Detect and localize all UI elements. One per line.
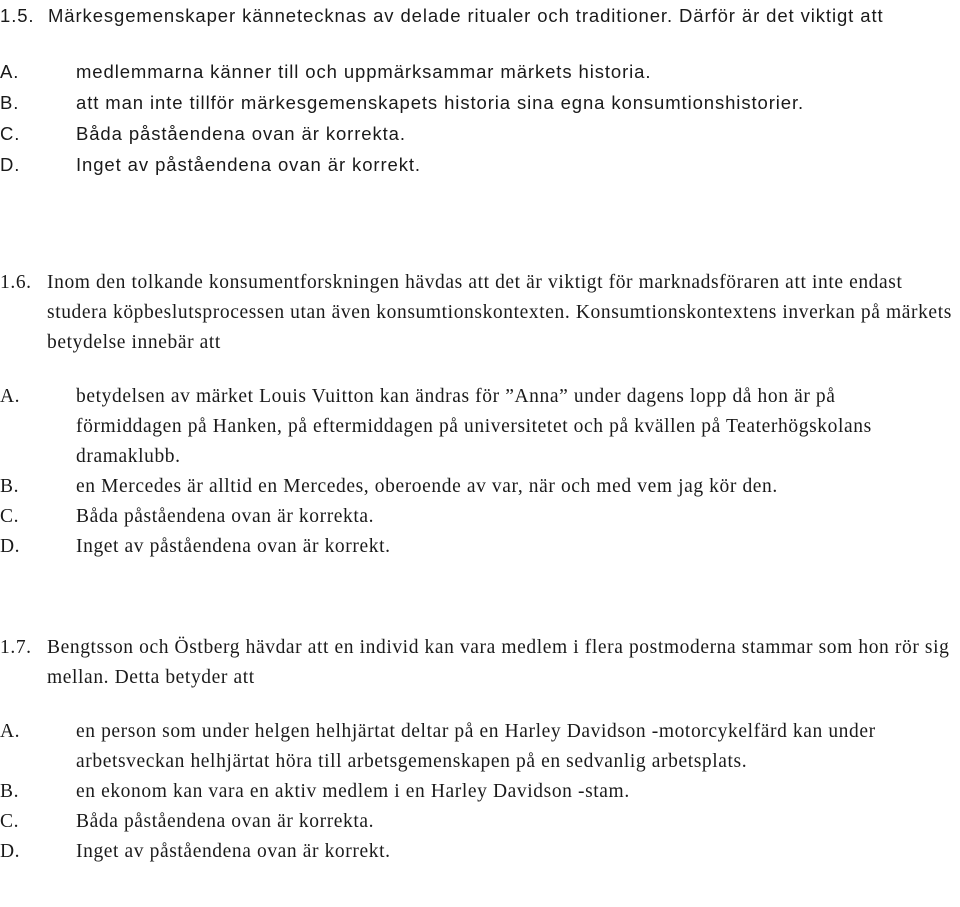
answer-options: [0, 56, 960, 180]
option-letter: C.: [0, 123, 21, 144]
option-letter: D.: [0, 154, 21, 175]
option-text: Inget av påståendena ovan är korrekt.: [76, 841, 391, 862]
option-c[interactable]: [0, 807, 960, 837]
option-text: Båda påståendena ovan är korrekta.: [76, 506, 375, 527]
option-d[interactable]: [0, 532, 960, 562]
option-a[interactable]: [0, 56, 960, 87]
question-stem: [0, 633, 960, 693]
question-number: 1.7.: [0, 637, 32, 658]
question-1-6: [0, 268, 960, 562]
option-letter: C.: [0, 811, 20, 832]
option-text: en ekonom kan vara en aktiv medlem i en Harley Davidson -stam.: [76, 781, 630, 802]
option-text: Båda påståendena ovan är korrekta.: [76, 123, 406, 144]
answer-options: [0, 717, 960, 867]
option-text: en Mercedes är alltid en Mercedes, oberoende av var, när och med vem jag kör den.: [76, 476, 778, 497]
option-letter: B.: [0, 781, 20, 802]
option-b[interactable]: [0, 472, 960, 502]
option-text: en person som under helgen helhjärtat deltar på en Harley Davidson -motorcykelfärd kan under arbetsveckan helhjärtat höra till arbetsgemenskapen på en sedvanlig arbetsplats.: [76, 721, 876, 772]
option-text: Inget av påståendena ovan är korrekt.: [76, 536, 391, 557]
answer-options: [0, 382, 960, 562]
option-letter: B.: [0, 476, 20, 497]
option-text: Båda påståendena ovan är korrekta.: [76, 811, 375, 832]
option-b[interactable]: [0, 87, 960, 118]
question-number: 1.6.: [0, 272, 32, 293]
option-c[interactable]: [0, 502, 960, 532]
option-letter: D.: [0, 841, 21, 862]
option-d[interactable]: [0, 149, 960, 180]
option-b[interactable]: [0, 777, 960, 807]
option-letter: A.: [0, 386, 21, 407]
question-stem: [0, 268, 960, 358]
question-1-7: [0, 633, 960, 867]
option-d[interactable]: [0, 837, 960, 867]
option-c[interactable]: [0, 118, 960, 149]
question-text: Inom den tolkande konsumentforskningen hävdas att det är viktigt för marknadsföraren att inte endast studera köpbeslutsprocessen utan även konsumtionskontexten. Konsumtionskontextens inverkan på märkets betydelse innebär att: [47, 272, 952, 353]
option-letter: A.: [0, 61, 20, 82]
option-text: att man inte tillför märkesgemenskapets historia sina egna konsumtionshistorier.: [76, 92, 805, 113]
question-number: 1.5.: [0, 5, 35, 26]
question-text: Märkesgemenskaper kännetecknas av delade ritualer och traditioner. Därför är det viktigt att: [48, 5, 884, 26]
option-letter: D.: [0, 536, 21, 557]
question-stem: [0, 0, 960, 31]
option-text: betydelsen av märket Louis Vuitton kan ändras för ”Anna” under dagens lopp då hon är på förmiddagen på Hanken, på eftermiddagen på universitetet och på kvällen på Teaterhögskolans dramaklubb.: [76, 386, 872, 467]
question-text: Bengtsson och Östberg hävdar att en individ kan vara medlem i flera postmoderna stammar som hon rör sig mellan. Detta betyder att: [47, 637, 950, 688]
option-letter: C.: [0, 506, 20, 527]
option-a[interactable]: [0, 382, 960, 472]
option-letter: B.: [0, 92, 20, 113]
question-1-5: [0, 0, 960, 180]
option-text: medlemmarna känner till och uppmärksammar märkets historia.: [76, 61, 652, 82]
option-text: Inget av påståendena ovan är korrekt.: [76, 154, 421, 175]
option-letter: A.: [0, 721, 21, 742]
option-a[interactable]: [0, 717, 960, 777]
